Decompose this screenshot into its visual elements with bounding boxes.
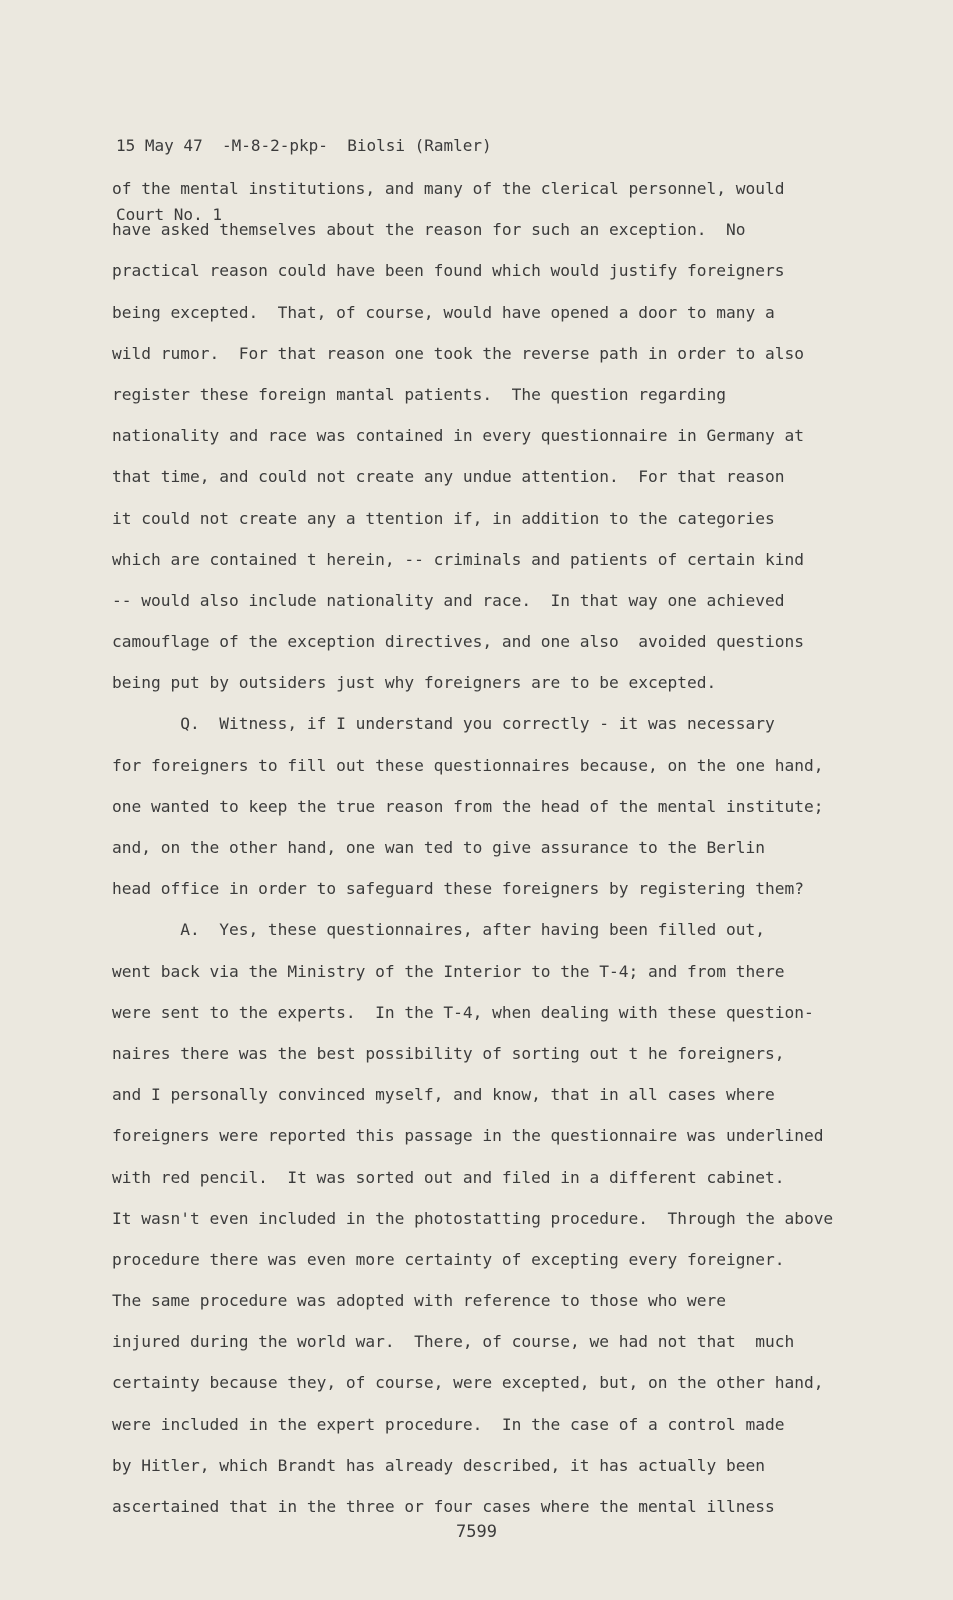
transcript-line: wild rumor. For that reason one took the reverse path in order to also xyxy=(112,343,804,363)
transcript-line: by Hitler, which Brandt has already described, it has actually been xyxy=(112,1455,765,1475)
header-date-line: 15 May 47 -M-8-2-pkp- Biolsi (Ramler) xyxy=(116,136,492,155)
transcript-line: -- would also include nationality and race. In that way one achieved xyxy=(112,590,785,610)
transcript-line: being excepted. That, of course, would have opened a door to many a xyxy=(112,302,775,322)
transcript-line: nationality and race was contained in every questionnaire in Germany at xyxy=(112,426,804,446)
transcript-line: Q. Witness, if I understand you correctly - it was necessary xyxy=(112,714,775,734)
transcript-line: which are contained t herein, -- criminals and patients of certain kind xyxy=(112,549,804,569)
transcript-line: and I personally convinced myself, and know, that in all cases where xyxy=(112,1085,775,1105)
transcript-line: A. Yes, these questionnaires, after having been filled out, xyxy=(112,920,765,940)
transcript-line: that time, and could not create any undue attention. For that reason xyxy=(112,467,785,487)
transcript-line: were sent to the experts. In the T-4, when dealing with these question- xyxy=(112,1002,814,1022)
transcript-line: it could not create any a ttention if, in addition to the categories xyxy=(112,508,775,528)
transcript-line: head office in order to safeguard these foreigners by registering them? xyxy=(112,879,804,899)
transcript-line: The same procedure was adopted with reference to those who were xyxy=(112,1291,726,1311)
transcript-line: foreigners were reported this passage in the questionnaire was underlined xyxy=(112,1126,824,1146)
header-court-line: Court No. 1 xyxy=(116,205,222,224)
transcript-line: being put by outsiders just why foreigners are to be excepted. xyxy=(112,673,717,693)
transcript-line: register these foreign mantal patients. The question regarding xyxy=(112,384,726,404)
transcript-line: It wasn't even included in the photostatting procedure. Through the above xyxy=(112,1208,834,1228)
transcript-line: of the mental institutions, and many of the clerical personnel, would xyxy=(112,179,785,198)
page-number: 7599 xyxy=(456,1522,497,1542)
transcript-line: with red pencil. It was sorted out and filed in a different cabinet. xyxy=(112,1167,785,1187)
transcript-line: and, on the other hand, one wan ted to give assurance to the Berlin xyxy=(112,838,765,857)
transcript-line: procedure there was even more certainty of excepting every foreigner. xyxy=(112,1249,785,1269)
transcript-line: ascertained that in the three or four cases where the mental illness xyxy=(112,1497,775,1516)
transcript-line: went back via the Ministry of the Interior to the T-4; and from there xyxy=(112,961,785,981)
transcript-line: for foreigners to fill out these questionnaires because, on the one hand, xyxy=(112,755,824,775)
transcript-line: one wanted to keep the true reason from the head of the mental institute; xyxy=(112,796,824,816)
transcript-line: practical reason could have been found which would justify foreigners xyxy=(112,261,785,281)
transcript-line: have asked themselves about the reason for such an exception. No xyxy=(112,220,746,240)
transcript-body xyxy=(112,168,902,1527)
transcript-line: injured during the world war. There, of course, we had not that much xyxy=(112,1332,795,1352)
transcript-line: certainty because they, of course, were excepted, but, on the other hand, xyxy=(112,1373,824,1393)
transcript-line: were included in the expert procedure. In the case of a control made xyxy=(112,1414,785,1434)
transcript-line: naires there was the best possibility of sorting out t he foreigners, xyxy=(112,1043,785,1063)
transcript-line: camouflage of the exception directives, and one also avoided questions xyxy=(112,632,804,652)
